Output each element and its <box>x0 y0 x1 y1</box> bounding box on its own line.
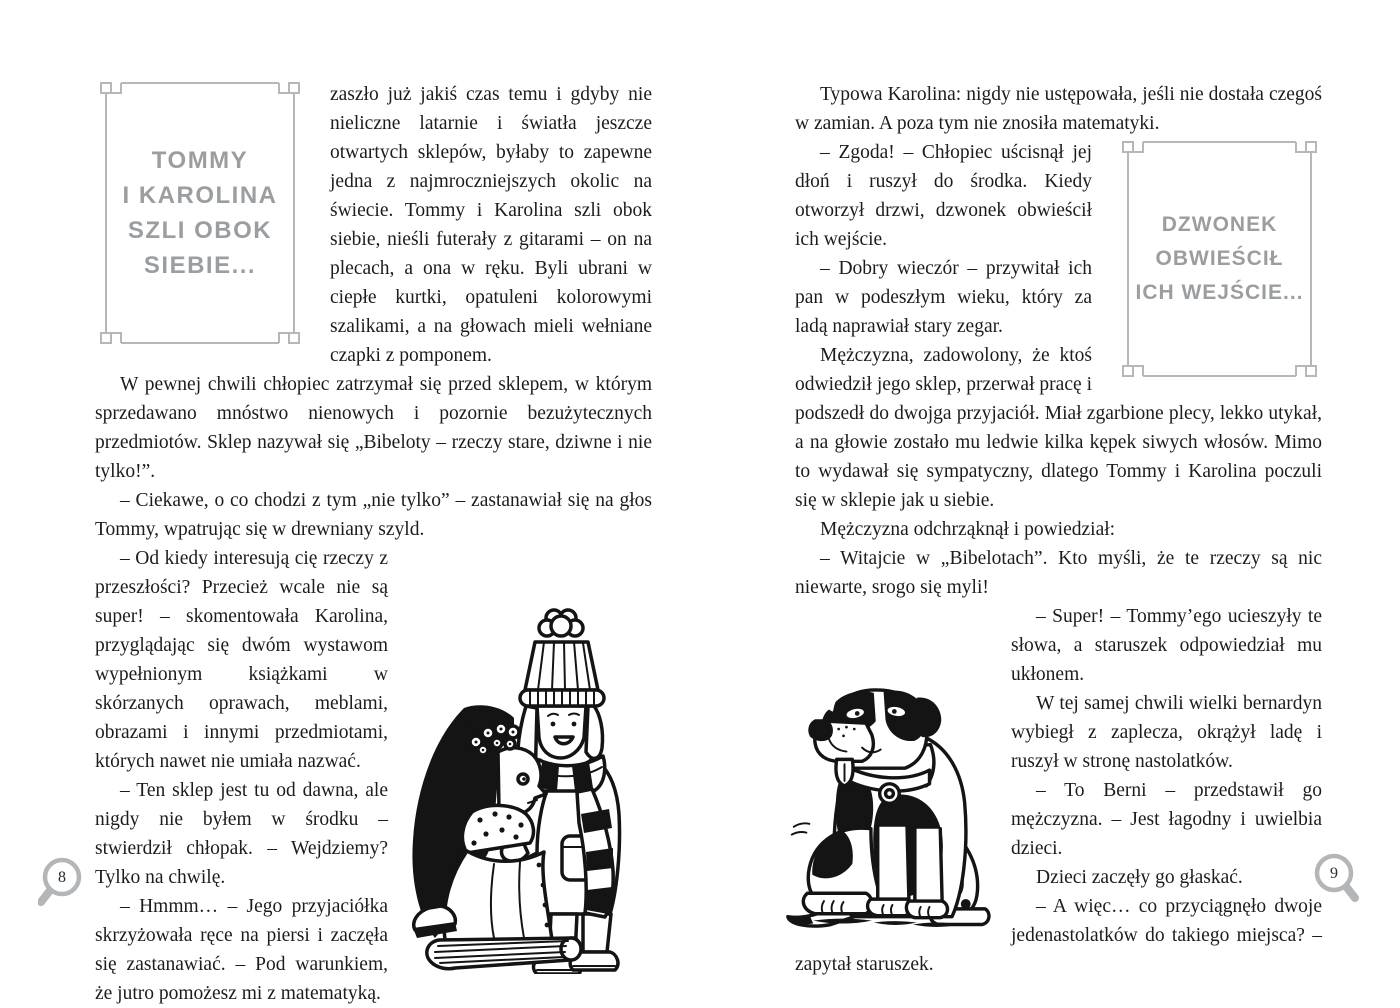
body-paragraph: – Witajcie w „Bibelotach”. Kto myśli, że te rzeczy są nic niewarte, srogo się myli! <box>795 548 1322 598</box>
body-paragraph: – To Berni – przedstawił go mężczyzna. – Jest łagodny i uwielbia dzieci. <box>1011 780 1322 859</box>
chapter-callout-title <box>95 77 305 349</box>
right-page-text-block <box>795 80 1322 979</box>
callout-line: DZWONEK <box>1161 213 1278 236</box>
body-paragraph: – Super! – Tommy’ego ucieszyły te słowa, a staruszek odpowiedział mu ukłonem. <box>1011 606 1322 685</box>
page-number: 8 <box>58 869 66 886</box>
body-paragraph: – Dobry wieczór – przywitał ich pan w podeszłym wieku, który za ladą naprawiał stary zegar. <box>795 258 1092 337</box>
body-paragraph: W tej samej chwili wielki bernardyn wybiegł z zaplecza, okrążył ladę i ruszył w stronę nastolatków. <box>1011 693 1322 772</box>
callout-line: OBWIEŚCIŁ <box>1155 247 1284 270</box>
children-illustration <box>402 602 692 974</box>
body-paragraph: – Hmmm… – Jego przyjaciółka skrzyżowała ręce na piersi i zaczęła się zastanawiać. – Pod warunkiem, że jutro pomożesz mi z matematyką. <box>95 896 388 1004</box>
left-page-text-block <box>95 80 652 1008</box>
chapter-callout-frame <box>1117 136 1322 382</box>
callout-line: ICH WEJŚCIE... <box>1135 281 1304 304</box>
chapter-callout-frame <box>95 77 305 349</box>
callout-line: I KAROLINA <box>122 182 278 209</box>
body-paragraph: – Zgoda! – Chłopiec uścisnął jej dłoń i ruszył do środka. Kiedy otworzył drzwi, dzwonek obwieścił ich wejście. <box>795 142 1092 250</box>
body-paragraph: W pewnej chwili chłopiec zatrzymał się przed sklepem, w którym sprzedawano mnóstwo nienowych i pozornie bezużytecznych przedmiotów. Sklep nazywał się „Bibeloty – rzeczy stare, dziwne i nie tylko!”. <box>95 374 652 482</box>
body-paragraph: Mężczyzna odchrząknął i powiedział: <box>820 519 1116 540</box>
body-paragraph: Typowa Karolina: nigdy nie ustępowała, jeśli nie dostała czegoś w zamian. A poza tym nie znosiła matematyki. <box>795 84 1322 134</box>
body-paragraph: – Od kiedy interesują cię rzeczy z przeszłości? Przecież wcale nie są super! – skomentowała Karolina, przyglądając się dwóm wystawom wypełnionym książkami w skórzanych oprawach, meblami, obrazami i innymi przedmiotami, których nawet nie umiała nazwać. <box>95 548 388 772</box>
body-paragraph: – Ten sklep jest tu od dawna, ale nigdy nie byłem w środku – stwierdził chłopak. – Wejdziemy? Tylko na chwilę. <box>95 780 388 888</box>
chapter-callout-title <box>1117 136 1322 382</box>
body-paragraph: zaszło już jakiś czas temu i gdyby nie nieliczne latarnie i światła jeszcze otwartych sklepów, byłaby to zapewne jedna z najmroczniejszych okolic na świecie. Tommy i Karolina szli obok siebie, nieśli futerały z gitarami – on na plecach, a ona w ręku. Byli ubrani w ciepłe kurtki, opatuleni kolorowymi szalikami, a na głowach mieli wełniane czapki z pomponem. <box>330 84 652 366</box>
page-number-badge <box>38 856 96 932</box>
body-paragraph: – Ciekawe, o co chodzi z tym „nie tylko” – zastanawiał się na głos Tommy, wpatrując się w drewniany szyld. <box>95 490 652 540</box>
callout-line: SIEBIE... <box>143 252 257 279</box>
body-paragraph: Dzieci zaczęły go głaskać. <box>1036 867 1243 888</box>
callout-line: TOMMY <box>151 147 249 174</box>
page-number-badge <box>1310 852 1368 928</box>
body-paragraph: – A więc… co przyciągnęło dwoje jedenastolatków do takiego miejsca? – zapytał staruszek. <box>795 896 1322 975</box>
st-bernard-dog-illustration <box>780 602 995 947</box>
page-number: 9 <box>1330 865 1338 882</box>
body-paragraph: Mężczyzna, zadowolony, że ktoś odwiedził jego sklep, przerwał pracę i podszedł do dwojga przyjaciół. Miał zgarbione plecy, lekko utykał, a na głowie zostało mu ledwie kilka kępek siwych włosów. Mimo to wydawał się sympatyczny, dlatego Tommy i Karolina poczuli się w sklepie jak u siebie. <box>795 345 1322 511</box>
callout-line: SZLI OBOK <box>127 217 273 244</box>
